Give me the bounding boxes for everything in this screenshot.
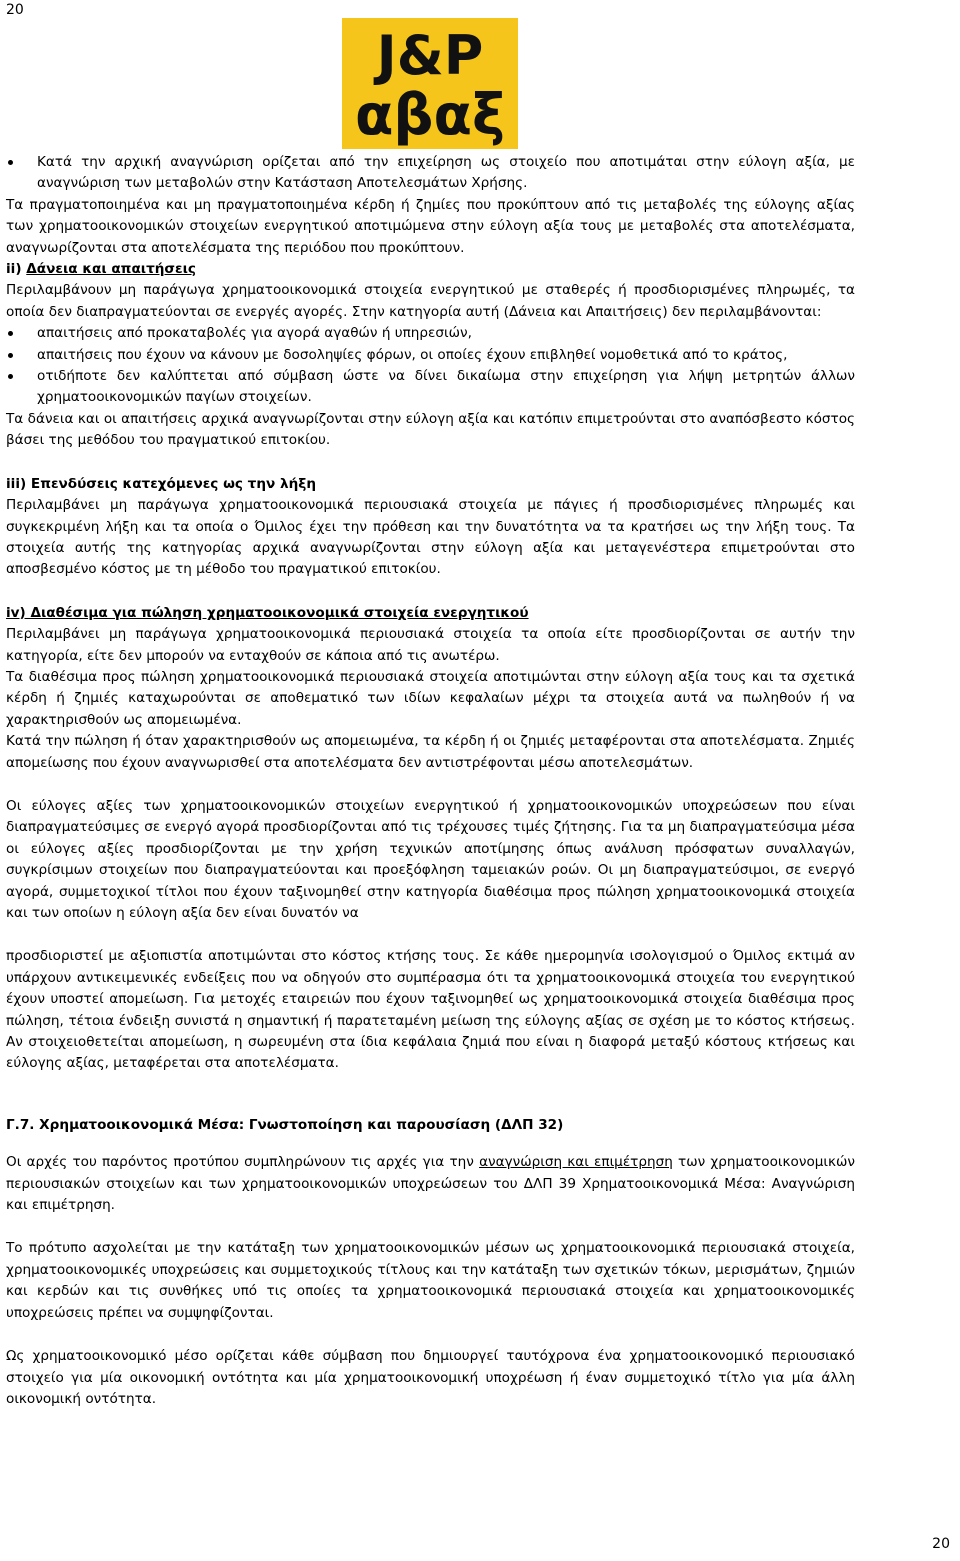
logo-line1: J&P [376,24,484,87]
g7-underlined-term: αναγνώριση και επιμέτρηση [479,1154,673,1171]
heading-prefix: ii) [6,261,27,278]
section-heading-ii [6,259,855,280]
list-item: απαιτήσεις από προκαταβολές για αγορά αγαθών ή υπηρεσιών, [6,323,855,344]
heading-title: Δάνεια και απαιτήσεις [26,261,196,278]
paragraph-held-to-maturity: Περιλαμβάνει μη παράγωγα χρηματοοικονομικά περιουσιακά στοιχεία με πάγιες ή προσδιορισμένες πληρωμές και συγκεκριμένη λήξη και τα οποία ο Όμιλος έχει την πρόθεση και την δυνατότητα να τα κρατήσει ως την λήξη τους. Τα στοιχεία αυτής της κατηγορίας αρχικά αναγνωρίζονται στην εύλογη αξία και μεταγενέστερα επιμετρούνται στο αποσβεσμένο κόστος με τη μέθοδο του πραγματικού επιτοκίου. [6,497,855,578]
list-item: οτιδήποτε δεν καλύπτεται από σύμβαση ώστε να δίνει δικαίωμα στην επιχείρηση για λήψη μετρητών άλλων χρηματοοικονομικών παγίων στοιχείων. [6,366,855,409]
paragraph-g7-3: Ως χρηματοοικονομικό μέσο ορίζεται κάθε σύμβαση που δημιουργεί ταυτόχρονα ένα χρηματοοικονομικό περιουσιακό στοιχείο για μία οικονομική οντότητα και μία χρηματοοικονομική υποχρέωση ή έναν συμμετοχικό τίτλο για μία άλλη οικονομική οντότητα. [6,1348,855,1407]
paragraph-g7-2: Το πρότυπο ασχολείται με την κατάταξη των χρηματοοικονομικών μέσων ως χρηματοοικονομικά περιουσιακά στοιχεία, χρηματοοικονομικές υποχρεώσεις και συμμετοχικούς τίτλους και την κατάταξη των σχετικών τόκων, μερισμάτων, ζημιών και κερδών και τις συνθήκες υπό τις οποίες τα χρηματοοικονομικά περιουσιακά στοιχεία και χρηματοοικονομικές υποχρεώσεις πρέπει να συμψηφίζονται. [6,1240,855,1321]
paragraph-afs-1: Περιλαμβάνει μη παράγωγα χρηματοοικονομικά περιουσιακά στοιχεία τα οποία είτε προσδιορίζονται σε αυτήν την κατηγορία, είτε δεν μπορούν να ενταχθούν σε κάποια από τις ανωτέρω. [6,626,855,664]
g7-text-after: των χρηματοοικονομικών περιουσιακών στοιχείων και των χρηματοοικονομικών υποχρεώσεων του ΔΛΠ 39 Χρηματοοικονομικά Μέσα: Αναγνώριση και επιμέτρηση. [6,1154,855,1214]
list-item: Κατά την αρχική αναγνώριση ορίζεται από την επιχείρηση ως στοιχείο που αποτιμάται στην εύλογη αξία, με αναγνώριση των μεταβολών στην Κατάσταση Αποτελεσμάτων Χρήσης. [6,152,855,195]
company-logo [342,18,518,149]
paragraph-fair-values-2: προσδιοριστεί με αξιοπιστία αποτιμώνται στο κόστος κτήσης τους. Σε κάθε ημερομηνία ισολογισμού ο Όμιλος εκτιμά αν υπάρχουν αντικειμενικές ενδείξεις που να οδηγούν στο συμπέρασμα ότι τα χρηματοοικονομικά στοιχεία του ενεργητικού έχουν υποστεί απομείωση. Για μετοχές εταιρειών που έχουν ταξινομηθεί ως χρηματοοικονομικά στοιχεία διαθέσιμα προς πώληση, τέτοια ένδειξη συνιστά η σημαντική ή παρατεταμένη μείωση της εύλογης αξίας σε σχέση με το κόστος κτήσεως. Αν στοιχειοθετείται απομείωση, η σωρευμένη στα ίδια κεφάλαια ζημιά που είναι η διαφορά μεταξύ κόστους κτήσεως και εύλογης αξίας, μεταφέρεται στα αποτελέσματα. [6,948,855,1072]
section-heading-iii: iii) Επενδύσεις κατεχόμενες ως την λήξη [6,475,317,492]
paragraph-loans-closing: Τα δάνεια και οι απαιτήσεις αρχικά αναγνωρίζονται στην εύλογη αξία και κατόπιν επιμετρούνται στο αναπόσβεστο κόστος βάσει της μεθόδου του πραγματικού επιτοκίου. [6,410,855,449]
paragraph-fair-values-1: Οι εύλογες αξίες των χρηματοοικονομικών στοιχείων ενεργητικού ή χρηματοοικονομικών υποχρεώσεων που είναι διαπραγματεύσιμες σε ενεργό αγορά προσδιορίζονται από τις τρέχουσες τιμές ζήτησης. Για τα μη διαπραγματεύσιμα μέσα οι εύλογες αξίες προσδιορίζονται με την χρήση τεχνικών αποτίμησης όπως ανάλυση πρόσφατων συναλλαγών, συγκρίσιμων στοιχείων που διαπραγματεύονται και προεξόφληση ταμειακών ροών. Οι μη διαπραγματεύσιμοι, σε ενεργό αγορά, συμμετοχικοί τίτλοι που έχουν ταξινομηθεί στην κατηγορία διαθέσιμα προς πώληση χρηματοοικονομικά στοιχεία και των οποίων η εύλογη αξία δεν είναι δυνατόν να [6,797,855,921]
paragraph-fv-gains: Τα πραγματοποιημένα και μη πραγματοποιημένα κέρδη ή ζημίες που προκύπτουν από τις μεταβολές της εύλογης αξίας των χρηματοοικονομικών στοιχείων ενεργητικού αποτιμώμενα στην εύλογη αξία τους με μεταβολές στα αποτελέσματα, αναγνωρίζονται στα αποτελέσματα της περιόδου που προκύπτουν. [6,196,855,256]
page-number-top: 20 [6,2,24,18]
section-heading-g7: Γ.7. Χρηματοοικονομικά Μέσα: Γνωστοποίηση και παρουσίαση (ΔΛΠ 32) [6,1116,564,1133]
paragraph-g7-1 [6,1152,855,1216]
logo-graphic [342,18,518,149]
list-item: απαιτήσεις που έχουν να κάνουν με δοσοληψίες φόρων, οι οποίες έχουν επιβληθεί νομοθετικά από το κράτος, [6,345,855,366]
logo-line2: αβαξ [354,83,506,148]
paragraph-afs-2: Τα διαθέσιμα προς πώληση χρηματοοικονομικά περιουσιακά στοιχεία αποτιμώνται στην εύλογη αξία τους και τα σχετικά κέρδη ή ζημιές καταχωρούνται σε αποθεματικό των ιδίων κεφαλαίων μέχρι τα στοιχεία αυτά να πωληθούν ή να χαρακτηρισθούν ως απομειωμένα. [6,668,855,728]
document-body [6,152,855,1410]
page-number-bottom: 20 [932,1536,950,1552]
g7-text-before: Οι αρχές του παρόντος προτύπου συμπληρώνουν τις αρχές για την [6,1154,480,1171]
paragraph-afs-3: Κατά την πώληση ή όταν χαρακτηρισθούν ως απομειωμένα, τα κέρδη ή οι ζημιές μεταφέρονται στα αποτελέσματα. Ζημιές απομείωσης που έχουν αναγνωρισθεί στα αποτελέσματα δεν αντιστρέφονται μέσω αποτελεσμάτων. [6,733,855,771]
paragraph-loans-intro: Περιλαμβάνουν μη παράγωγα χρηματοοικονομικά στοιχεία ενεργητικού με σταθερές ή προσδιορισμένες πληρωμές, τα οποία δεν διαπραγματεύονται σε ενεργές αγορές. Στην κατηγορία αυτή (Δάνεια και Απαιτήσεις) δεν περιλαμβάνονται: [6,282,855,320]
section-heading-iv: iv) Διαθέσιμα για πώληση χρηματοοικονομικά στοιχεία ενεργητικού [6,604,529,621]
